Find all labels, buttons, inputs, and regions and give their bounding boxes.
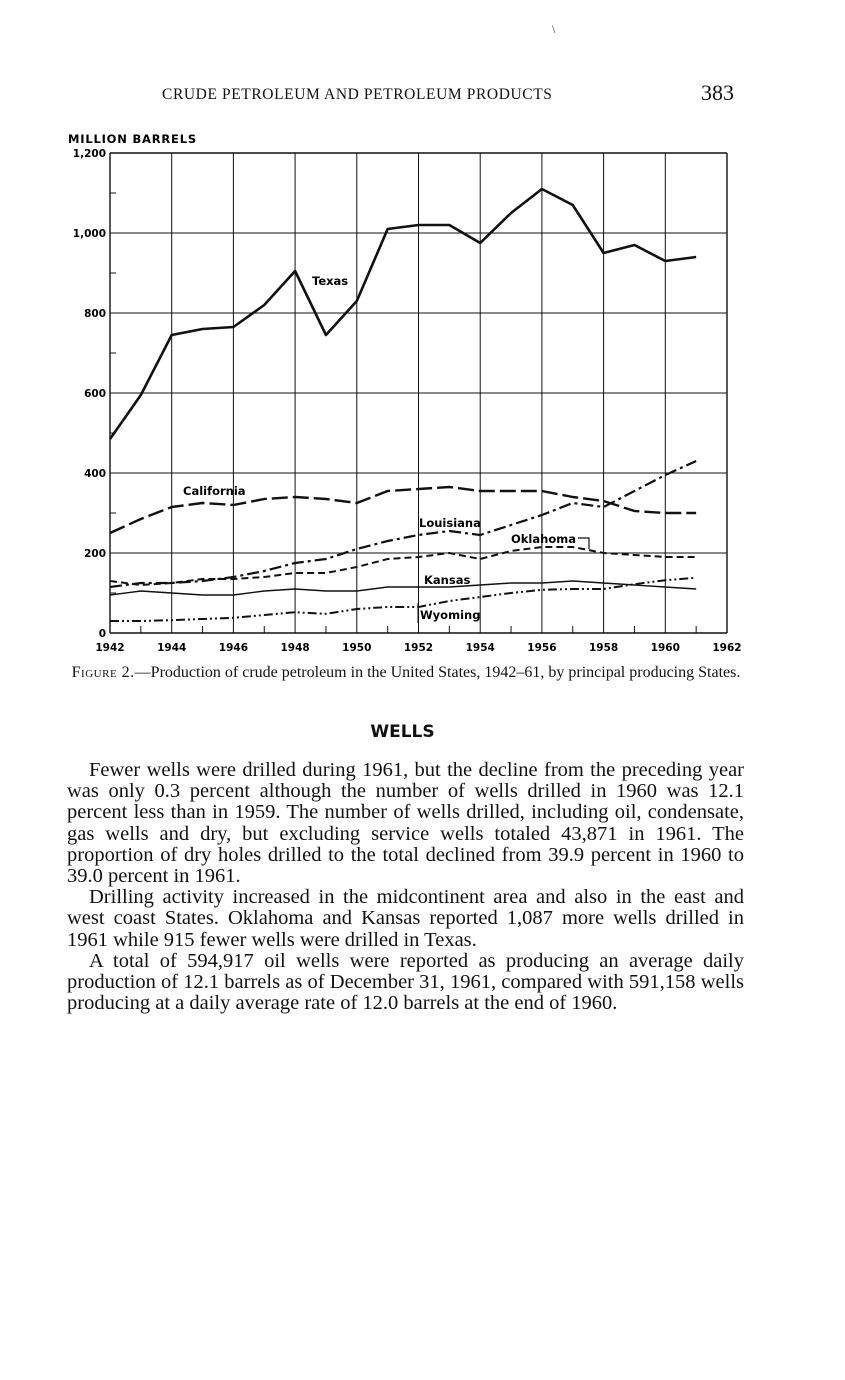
chart-annotations <box>183 274 589 623</box>
y-tick-label: 1,000 <box>72 228 106 240</box>
production-chart <box>0 125 845 660</box>
section-heading: WELLS <box>370 722 435 742</box>
x-tick-label: 1948 <box>280 642 310 654</box>
y-tick-label: 800 <box>84 308 106 320</box>
y-tick-label: 1,200 <box>72 148 106 160</box>
running-head: CRUDE PETROLEUM AND PETROLEUM PRODUCTS <box>162 86 553 103</box>
y-tick-label: 0 <box>98 628 106 640</box>
x-tick-label: 1956 <box>527 642 557 654</box>
stray-mark: \ <box>552 22 556 36</box>
paragraph: A total of 594,917 oil wells were reported as producing an average daily production of 12.1 barrels as of December 31, 1961, compared with 591,158 wells producing at a daily average rate of 12.0 barrels at the end of 1960. <box>67 949 744 1015</box>
y-axis-label: MILLION BARRELS <box>68 132 197 146</box>
series-label-kansas: Kansas <box>424 573 471 587</box>
x-tick-label: 1950 <box>342 642 372 654</box>
page-number: 383 <box>701 80 734 105</box>
paragraph: Fewer wells were drilled during 1961, but the decline from the preceding year was only 0.3 percent although the number of wells drilled in 1960 was 12.1 percent less than in 1959. The number of wells drilled, including oil, condensate, gas wells and dry, but excluding service wells totaled 43,871 in 1961. The proportion of dry holes drilled to the total declined from 39.9 percent in 1960 to 39.0 percent in 1961. <box>67 759 744 888</box>
y-tick-label: 200 <box>84 548 106 560</box>
body-text <box>67 760 744 1014</box>
series-label-california: California <box>183 484 246 498</box>
figure-label: Figure 2. <box>71 664 135 681</box>
x-tick-label: 1958 <box>588 642 619 654</box>
series-label-texas: Texas <box>312 274 349 288</box>
series-line-louisiana <box>110 461 696 587</box>
x-tick-label: 1944 <box>157 642 187 654</box>
y-tick-label: 600 <box>84 388 106 400</box>
series-label-oklahoma: Oklahoma <box>511 532 576 546</box>
figure-caption-text: —Production of crude petroleum in the United States, 1942–61, by principal producing States. <box>134 664 741 681</box>
figure-caption <box>68 664 744 682</box>
chart-series <box>110 189 696 621</box>
x-tick-label: 1946 <box>218 642 249 654</box>
x-tick-label: 1962 <box>712 642 742 654</box>
series-line-kansas <box>110 581 696 595</box>
series-label-wyoming: Wyoming <box>420 608 481 622</box>
series-line-wyoming <box>110 578 696 621</box>
series-label-louisiana: Louisiana <box>419 516 481 530</box>
x-tick-label: 1952 <box>403 642 434 654</box>
series-line-texas <box>110 189 696 439</box>
y-tick-label: 400 <box>84 468 106 480</box>
x-tick-label: 1954 <box>465 642 495 654</box>
x-tick-label: 1942 <box>95 642 125 654</box>
chart-ticks <box>73 148 742 654</box>
paragraph: Drilling activity increased in the midcontinent area and also in the east and west coast States. Oklahoma and Kansas reported 1,087 more wells drilled in 1961 while 915 fewer wells were drilled in Texas. <box>67 886 744 951</box>
x-tick-label: 1960 <box>650 642 680 654</box>
